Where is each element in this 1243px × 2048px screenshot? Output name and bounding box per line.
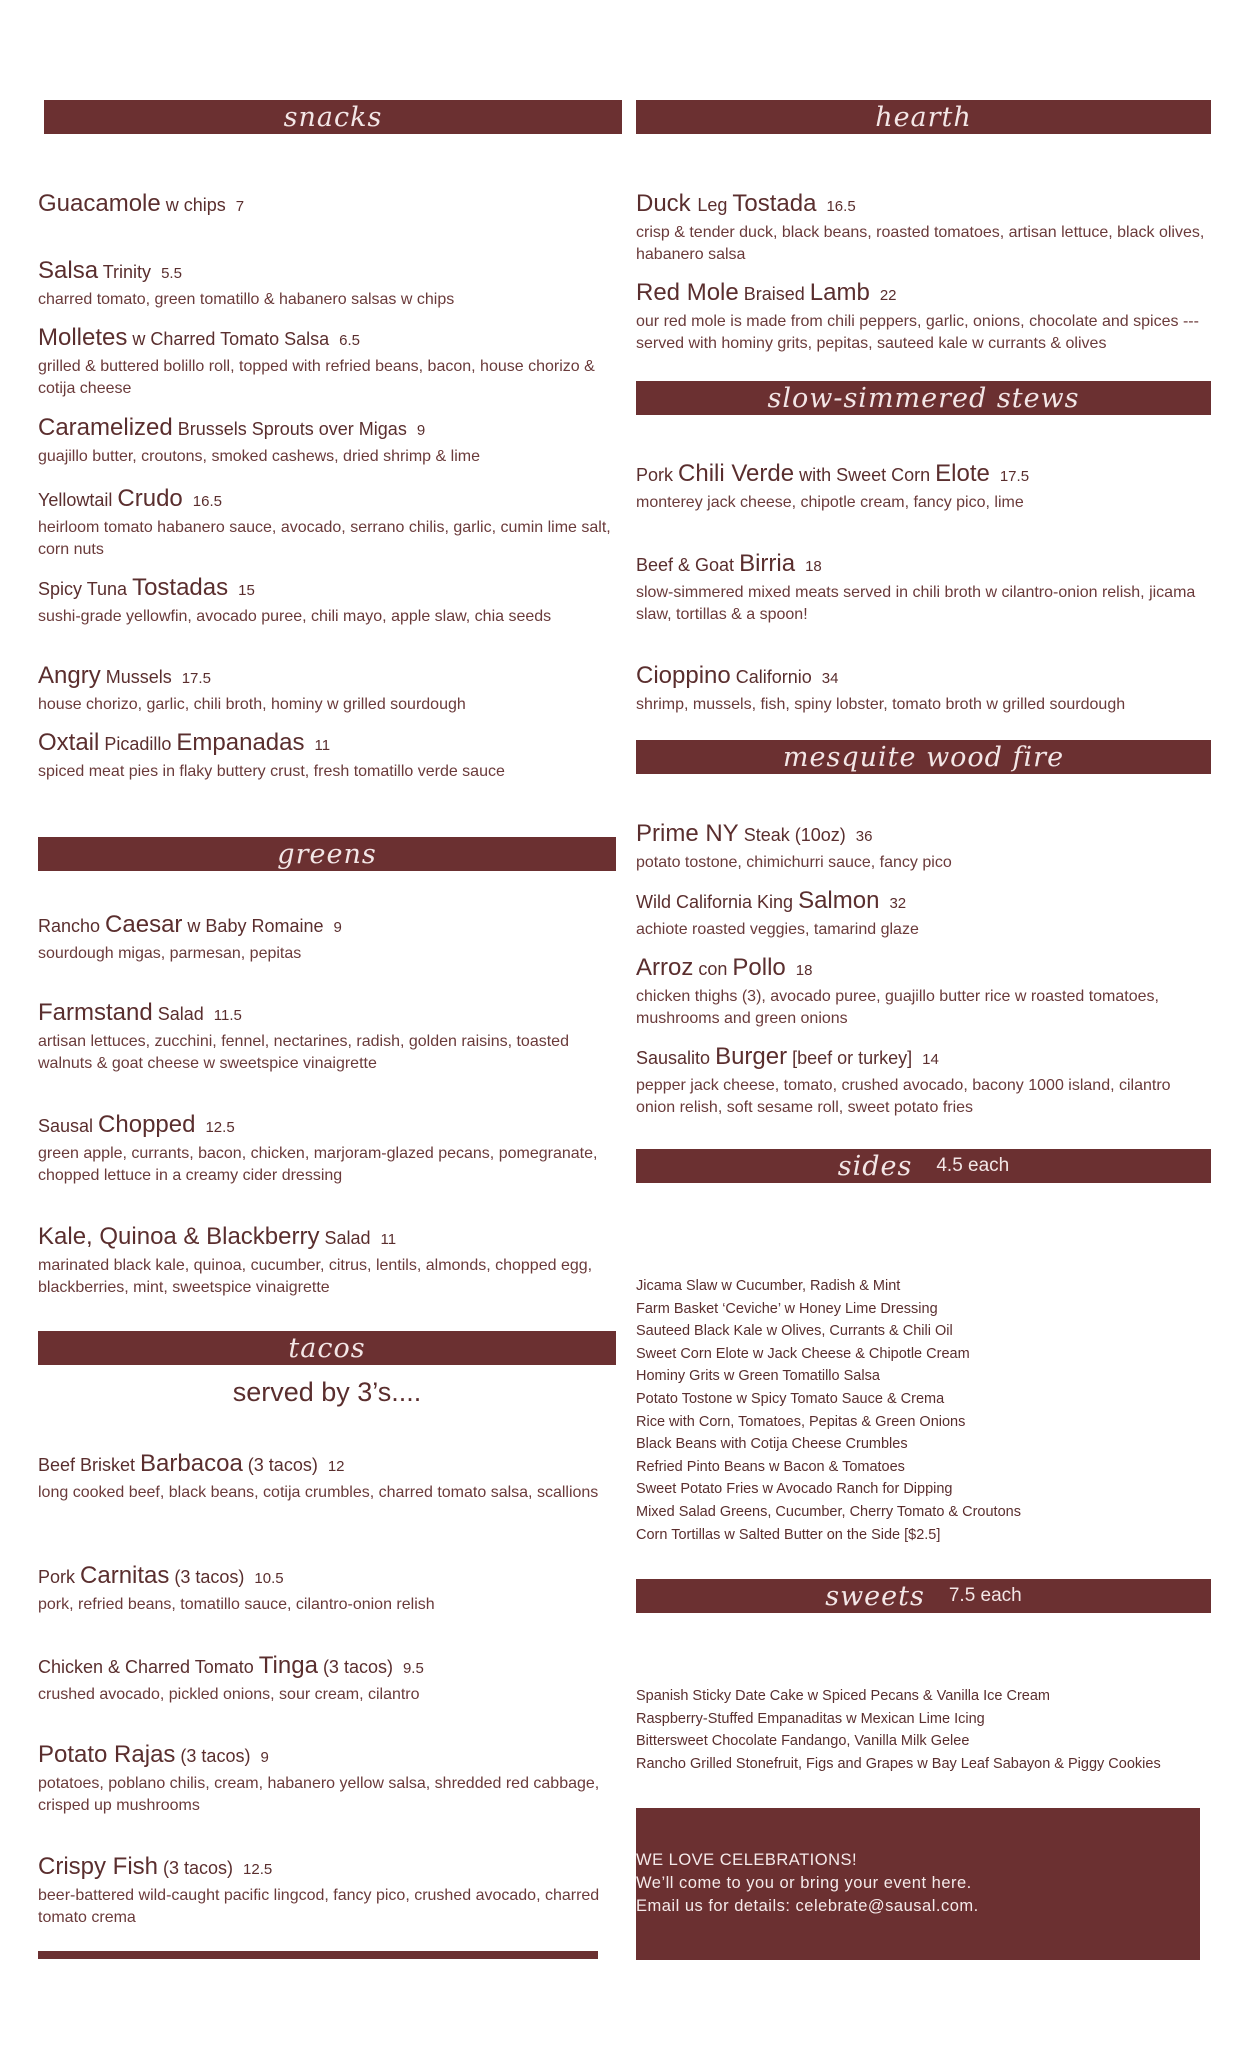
menu-item-name-part: Caesar: [105, 911, 183, 938]
menu-item-name-part: Mussels: [100, 667, 172, 687]
side-item: Sweet Potato Fries w Avocado Ranch for Dipping: [636, 1481, 953, 1498]
menu-item-name-part: Pollo: [732, 954, 786, 981]
menu-item-price: 5.5: [161, 265, 182, 282]
menu-item-name: [38, 1449, 616, 1482]
menu-item-price: 18: [805, 558, 822, 575]
menu-item-description: long cooked beef, black beans, cotija crumbles, charred tomato salsa, scallions: [38, 1484, 599, 1501]
menu-item-name-part: (3 tacos): [175, 1746, 251, 1766]
menu-item-name-part: Chopped: [98, 1111, 196, 1138]
section-header-hearth: [636, 100, 1211, 134]
menu-item-name-part: Wild California King: [636, 892, 799, 912]
menu-item-name-part: Braised: [738, 284, 810, 304]
menu-item-description: crushed avocado, pickled onions, sour cream, cilantro: [38, 1686, 420, 1703]
menu-item-name: [38, 256, 616, 289]
menu-item-price: 16.5: [826, 198, 856, 215]
menu-item-name: [38, 413, 616, 446]
menu-item-price: 9.5: [402, 1660, 424, 1677]
menu-item: [38, 661, 616, 716]
side-item: Refried Pinto Beans w Bacon & Tomatoes: [636, 1458, 905, 1475]
menu-item-price: 15: [238, 582, 255, 599]
menu-item-name-part: Caramelized: [38, 414, 173, 441]
bottom-rule: [38, 1951, 598, 1959]
menu-item: [636, 278, 1211, 355]
menu-item-name-part: Californio: [730, 667, 812, 687]
section-header-snacks: [44, 100, 622, 134]
menu-item-name-part: Salad: [319, 1228, 371, 1248]
menu-item: [38, 728, 616, 783]
menu-item-name: [636, 953, 1211, 986]
menu-item-name-part: Lamb: [809, 279, 870, 306]
menu-item: [38, 256, 616, 311]
menu-item: [38, 1222, 616, 1299]
menu-item-description: marinated black kale, quinoa, cucumber, citrus, lentils, almonds, chopped egg, blackberries, mint, sweetspice vinaigrette: [38, 1257, 593, 1296]
menu-item-price: 22: [879, 287, 897, 304]
menu-item-price: 11: [380, 1231, 397, 1248]
menu-item-name-part: (3 tacos): [169, 1567, 245, 1587]
menu-item: [38, 1740, 616, 1817]
tacos-note: served by 3’s....: [232, 1377, 422, 1407]
section-title: slow-simmered stews: [767, 382, 1080, 414]
menu-item-name-part: Prime NY: [636, 820, 739, 847]
menu-item-name-part: (3 tacos): [158, 1858, 234, 1878]
menu-item-name-part: over: [318, 419, 354, 439]
menu-item: [38, 1852, 616, 1929]
menu-item-name-part: Kale, Quinoa & Blackberry: [38, 1223, 320, 1250]
menu-item-description: beer-battered wild-caught pacific lingcod, fancy pico, crushed avocado, charred tomato crema: [38, 1887, 600, 1926]
menu-item-name: [636, 189, 1211, 222]
menu-item-name-part: Angry: [38, 662, 101, 689]
menu-item-price: 17.5: [181, 670, 211, 687]
menu-item-price: 9: [333, 919, 342, 936]
menu-item-description: spiced meat pies in flaky buttery crust, fresh tomatillo verde sauce: [38, 763, 505, 780]
section-header-mesquite: [636, 740, 1211, 774]
side-item: Farm Basket ‘Ceviche’ w Honey Lime Dressing: [636, 1300, 938, 1317]
menu-item-name-part: Leg: [697, 195, 733, 215]
menu-item-name-part: Tostadas: [132, 574, 229, 601]
section-title: hearth: [875, 101, 972, 133]
menu-item-name-part: with Sweet Corn: [794, 465, 936, 485]
menu-item: [636, 819, 1211, 874]
menu-item-name: [636, 661, 1211, 694]
menu-item: [38, 189, 616, 222]
menu-item-name-part: Crudo: [117, 485, 183, 512]
menu-item-name: [38, 1222, 616, 1255]
menu-item-name-part: Beef & Goat: [636, 555, 740, 575]
section-header-sweets: [636, 1579, 1211, 1613]
side-item: Hominy Grits w Green Tomatillo Salsa: [636, 1368, 880, 1385]
menu-item-description: monterey jack cheese, chipotle cream, fancy pico, lime: [636, 494, 1024, 511]
menu-item: [636, 1042, 1211, 1119]
sweet-item: Bittersweet Chocolate Fandango, Vanilla Milk Gelee: [636, 1733, 970, 1750]
menu-item-name-part: Burger: [715, 1043, 788, 1070]
side-item: Mixed Salad Greens, Cucumber, Cherry Tomato & Croutons: [636, 1504, 1021, 1520]
menu-item-name-part: con: [693, 959, 733, 979]
menu-item-price: 11: [314, 737, 331, 754]
section-header-greens: [38, 837, 616, 871]
menu-item-name: [38, 323, 616, 356]
menu-item-name: [38, 1110, 616, 1143]
menu-item-name: [636, 1042, 1211, 1075]
menu-item-name: [636, 886, 1211, 919]
menu-item: [38, 484, 616, 561]
side-item: Jicama Slaw w Cucumber, Radish & Mint: [636, 1278, 901, 1294]
menu-item-name-part: Tinga: [258, 1652, 318, 1679]
menu-item-name-part: Brussels Sprouts: [172, 419, 319, 439]
menu-item-description: sushi-grade yellowfin, avocado puree, chili mayo, apple slaw, chia seeds: [38, 608, 552, 625]
menu-item-name-part: Molletes: [38, 324, 128, 351]
menu-item: [38, 323, 616, 400]
menu-item-name: [636, 819, 1211, 852]
menu-item-name-part: Migas: [353, 419, 407, 439]
menu-item-name-part: Salmon: [798, 887, 880, 914]
menu-item-price: 17.5: [999, 468, 1030, 485]
menu-item: [38, 1110, 616, 1187]
menu-item-name-part: [beef or turkey]: [787, 1048, 913, 1068]
menu-item-name-part: Red Mole: [636, 279, 739, 306]
menu-item-description: our red mole is made from chili peppers, garlic, onions, chocolate and spices --- served with hominy grits, pepitas, sauteed kale w currants & olives: [636, 313, 1199, 352]
menu-item-name: [38, 1852, 616, 1885]
menu-item-description: pepper jack cheese, tomato, crushed avocado, bacony 1000 island, cilantro onion relish, soft sesame roll, sweet potato fries: [636, 1077, 1171, 1116]
menu-item-description: pork, refried beans, tomatillo sauce, cilantro-onion relish: [38, 1596, 435, 1613]
menu-item: [636, 661, 1211, 716]
menu-item-price: 16.5: [192, 493, 222, 510]
menu-item-price: 9: [260, 1749, 269, 1766]
menu-item-name-part: (3 tacos): [242, 1455, 318, 1475]
section-title: snacks: [283, 101, 383, 133]
menu-item-name-part: Barbacoa: [140, 1450, 243, 1477]
menu-item: [38, 1449, 616, 1504]
sweet-item: Rancho Grilled Stonefruit, Figs and Grapes w Bay Leaf Sabayon & Piggy Cookies: [636, 1755, 1161, 1772]
menu-item-name: [38, 728, 616, 761]
menu-item-name: [38, 661, 616, 694]
menu-item-price: 12: [327, 1458, 345, 1475]
menu-item-description: sourdough migas, parmesan, pepitas: [38, 945, 302, 962]
menu-item-name-part: Spicy Tuna: [38, 579, 133, 599]
menu-item-name-part: Potato Rajas: [38, 1741, 176, 1768]
menu-item: [636, 189, 1211, 266]
promo-line: We’ll come to you or bring your event here.: [636, 1874, 972, 1892]
side-item: Rice with Corn, Tomatoes, Pepitas & Green Onions: [636, 1413, 966, 1430]
menu-item-name: [38, 1651, 616, 1684]
sides-price-note: 4.5 each: [936, 1155, 1010, 1176]
menu-item-name-part: Birria: [739, 550, 796, 577]
menu-item-name: [636, 459, 1211, 492]
menu-item-price: 12.5: [205, 1119, 235, 1136]
menu-item-name: [636, 278, 1211, 311]
menu-item-name-part: Arroz: [636, 954, 694, 981]
menu-item-description: heirloom tomato habanero sauce, avocado, serrano chilis, garlic, cumin lime salt, corn nuts: [38, 519, 611, 558]
menu-item-description: shrimp, mussels, fish, spiny lobster, tomato broth w grilled sourdough: [636, 696, 1126, 713]
menu-item-price: 34: [821, 670, 839, 687]
menu-item-name-part: Beef Brisket: [38, 1455, 141, 1475]
menu-item-name-part: Tostada: [732, 190, 817, 217]
menu-item-name-part: Empanadas: [176, 729, 305, 756]
menu-item-name: [38, 998, 616, 1031]
sweet-item: Raspberry-Stuffed Empanaditas w Mexican Lime Icing: [636, 1710, 985, 1727]
side-item: Black Beans with Cotija Cheese Crumbles: [636, 1436, 908, 1453]
menu-item-name: [636, 549, 1211, 582]
menu-item-price: 12.5: [243, 1861, 273, 1878]
menu-item-description: grilled & buttered bolillo roll, topped with refried beans, bacon, house chorizo & cotija cheese: [38, 358, 595, 397]
menu-item-description: chicken thighs (3), avocado puree, guajillo butter rice w roasted tomatoes, mushrooms and green onions: [636, 988, 1159, 1027]
menu-item-description: house chorizo, garlic, chili broth, hominy w grilled sourdough: [38, 696, 466, 713]
menu-item-price: 10.5: [254, 1570, 284, 1587]
menu-item-name-part: w Charred Tomato Salsa: [127, 329, 330, 349]
menu-item-name-part: (3 tacos): [317, 1657, 393, 1677]
section-header-sides: [636, 1149, 1211, 1183]
menu-item-name-part: Chili Verde: [678, 460, 795, 487]
menu-item-name-part: Oxtail: [38, 729, 100, 756]
menu-item-description: charred tomato, green tomatillo & habanero salsas w chips: [38, 291, 455, 308]
menu-item: [38, 910, 616, 965]
side-item: Sauteed Black Kale w Olives, Currants & Chili Oil: [636, 1323, 953, 1340]
menu-item-description: potato tostone, chimichurri sauce, fancy pico: [636, 854, 952, 871]
menu-item-name-part: Duck: [636, 190, 698, 217]
promo-headline: WE LOVE CELEBRATIONS!: [636, 1851, 858, 1869]
menu-item-price: 36: [855, 828, 873, 845]
section-title: tacos: [288, 1332, 366, 1364]
menu-item-description: slow-simmered mixed meats served in chili broth w cilantro-onion relish, jicama slaw, tortillas & a spoon!: [636, 584, 1196, 623]
menu-item-description: artisan lettuces, zucchini, fennel, nectarines, radish, golden raisins, toasted walnuts & goat cheese w sweetspice vinaigrette: [38, 1033, 569, 1072]
menu-item: [636, 886, 1211, 941]
menu-item: [38, 1651, 616, 1706]
menu-item-name-part: Cioppino: [636, 662, 731, 689]
menu-item-name-part: w Baby Romaine: [182, 916, 324, 936]
side-item: Corn Tortillas w Salted Butter on the Side [$2.5]: [636, 1526, 941, 1543]
menu-item-description: green apple, currants, bacon, chicken, marjoram-glazed pecans, pomegranate, chopped lettuce in a creamy cider dressing: [38, 1145, 598, 1184]
menu-item-name-part: Crispy Fish: [38, 1853, 159, 1880]
menu-item-name-part: Farmstand: [38, 999, 153, 1026]
menu-item-name-part: Trinity: [98, 262, 152, 282]
menu-item-name-part: Carnitas: [80, 1562, 170, 1589]
section-title: sweets: [825, 1580, 925, 1612]
section-title: sides: [837, 1150, 913, 1182]
menu-item-description: guajillo butter, croutons, smoked cashews, dried shrimp & lime: [38, 448, 480, 465]
menu-item-name-part: Pork: [38, 1567, 81, 1587]
menu-item: [636, 953, 1211, 1030]
sweet-item: Spanish Sticky Date Cake w Spiced Pecans & Vanilla Ice Cream: [636, 1688, 1050, 1704]
promo-email-line: Email us for details: celebrate@sausal.com.: [636, 1897, 979, 1915]
menu-item-name: [38, 1740, 616, 1773]
menu-item: [38, 1561, 616, 1616]
menu-item-price: 7: [235, 198, 245, 215]
menu-item-name-part: Picadillo: [99, 734, 177, 754]
menu-item-price: 11.5: [213, 1007, 242, 1024]
menu-item-name: [38, 910, 616, 943]
menu-item-name-part: Sausalito: [636, 1048, 716, 1068]
side-item: Potato Tostone w Spicy Tomato Sauce & Crema: [636, 1391, 945, 1407]
menu-item-name-part: Chicken & Charred Tomato: [38, 1657, 259, 1677]
sweets-price-note: 7.5 each: [948, 1585, 1022, 1606]
menu-item-name-part: w chips: [160, 195, 226, 215]
menu-item-price: 14: [922, 1051, 939, 1068]
menu-item-price: 6.5: [339, 332, 360, 349]
menu-item: [38, 573, 616, 628]
menu-item-name-part: Salsa: [38, 257, 99, 284]
section-header-stews: [636, 381, 1211, 415]
menu-item-description: achiote roasted veggies, tamarind glaze: [636, 921, 919, 938]
menu-item-name-part: Yellowtail: [38, 490, 118, 510]
menu-item: [38, 998, 616, 1075]
section-title: mesquite wood fire: [782, 741, 1065, 773]
menu-item: [636, 549, 1211, 626]
menu-item-name-part: Guacamole: [38, 190, 161, 217]
menu-item: [38, 413, 616, 468]
celebrations-promo-box: [636, 1808, 1200, 1960]
menu-item-name: [38, 1561, 616, 1594]
section-title: greens: [277, 838, 377, 870]
menu-item-name: [38, 189, 616, 222]
section-header-tacos: [38, 1331, 616, 1365]
menu-item-name: [38, 484, 616, 517]
menu-item-description: crisp & tender duck, black beans, roasted tomatoes, artisan lettuce, black olives, habanero salsa: [636, 224, 1205, 263]
menu-item-name-part: Elote: [935, 460, 990, 487]
menu-item-name-part: Sausal: [38, 1116, 99, 1136]
menu-item-name: [38, 573, 616, 606]
menu-item-price: 32: [889, 895, 907, 912]
menu-item-description: potatoes, poblano chilis, cream, habanero yellow salsa, shredded red cabbage, crisped up mushrooms: [38, 1775, 600, 1814]
menu-item-price: 9: [416, 422, 426, 439]
menu-item: [636, 459, 1211, 514]
menu-item-price: 18: [795, 962, 813, 979]
menu-item-name-part: Rancho: [38, 916, 106, 936]
side-item: Sweet Corn Elote w Jack Cheese & Chipotle Cream: [636, 1345, 970, 1362]
menu-item-name-part: Salad: [152, 1004, 204, 1024]
menu-item-name-part: Steak (10oz): [738, 825, 846, 845]
menu-item-name-part: Pork: [636, 465, 679, 485]
